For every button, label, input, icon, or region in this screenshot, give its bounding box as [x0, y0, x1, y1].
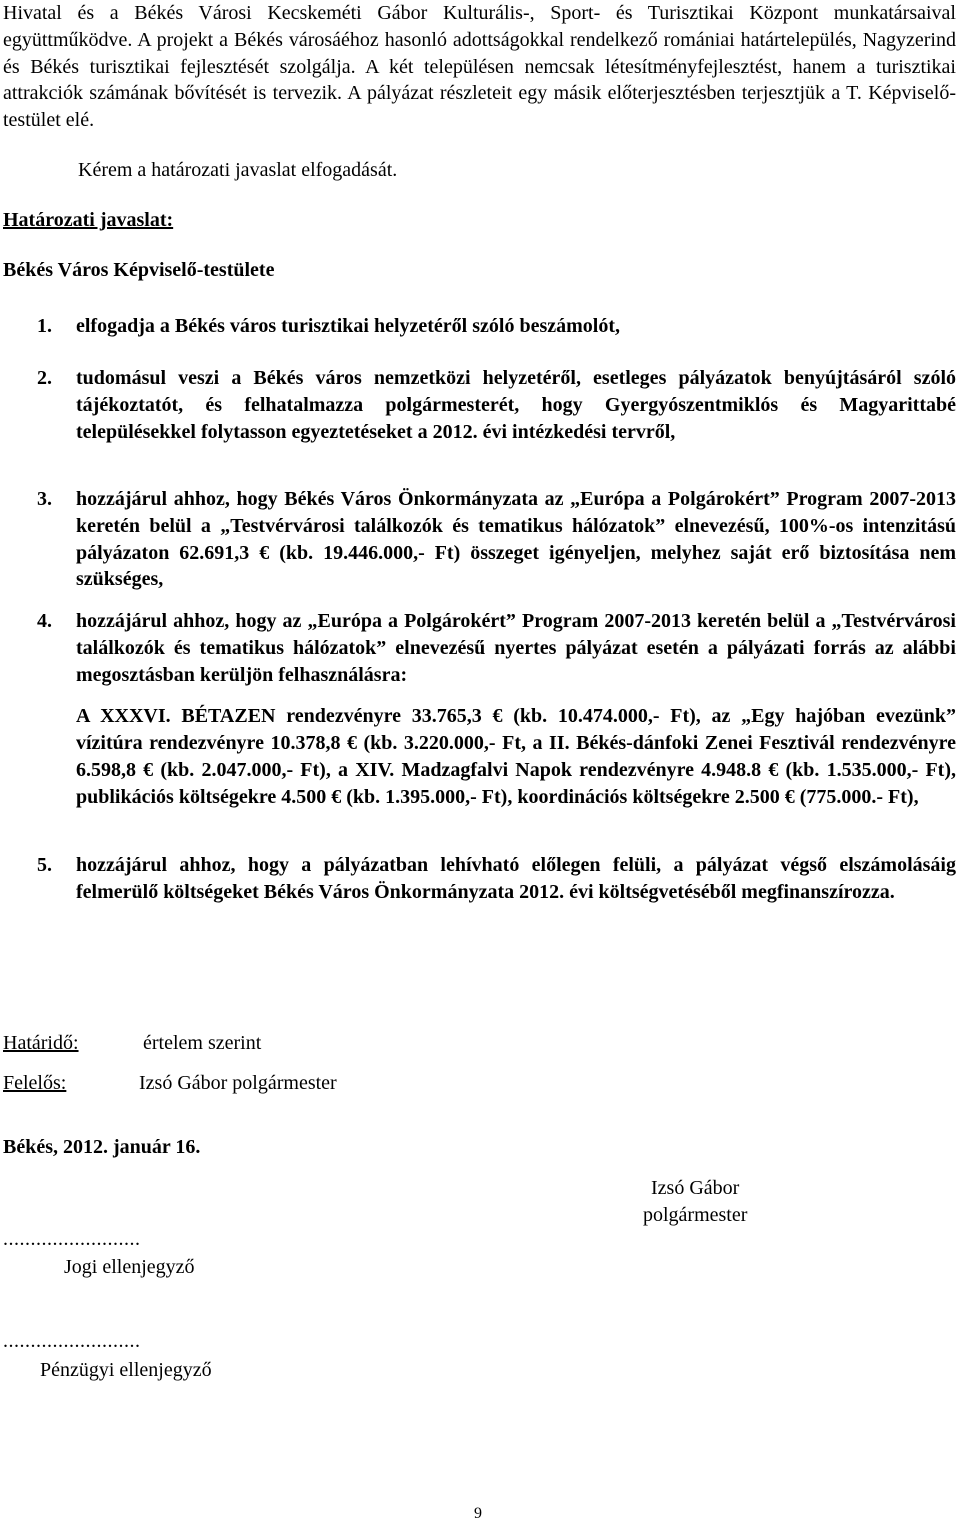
- signatory-name: Izsó Gábor: [651, 1177, 740, 1199]
- body-heading: Békés Város Képviselő-testülete: [3, 259, 275, 281]
- financial-signoff-title: Pénzügyi ellenjegyző: [40, 1359, 212, 1381]
- responsible-label: Felelős:: [3, 1072, 67, 1094]
- page-number: 9: [474, 1505, 482, 1522]
- item-text: hozzájárul ahhoz, hogy a pályázatban lehívható előlegen felüli, a pályázat végső elszámolásáig felmerülő költségeket Békés Város Önkormányzata 2012. évi költségvetéséből megfinanszírozza.: [76, 854, 956, 903]
- item-text: elfogadja a Békés város turisztikai helyzetéről szóló beszámolót,: [76, 315, 620, 337]
- signatory-title: polgármester: [643, 1204, 748, 1226]
- deadline-value: értelem szerint: [143, 1032, 262, 1054]
- intro-paragraph: Hivatal és a Békés Városi Kecskeméti Gábor Kulturális-, Sport- és Turisztikai Központ munkatársaival együttműködve. A projekt a Békés városáéhoz hasonló adottságokkal rendelkező romániai határtelepülés, Nagyzerind és Békés turisztikai fejlesztését szolgálja. A két településen nemcsak létesítményfejlesztést, hanem a turisztikai attrakciók számának bővítését is tervezik. A pályázat részleteit egy másik előterjesztésben terjesztjük a T. Képviselő-testület elé.: [3, 2, 956, 132]
- item-text: tudomásul veszi a Békés város nemzetközi helyzetéről, esetleges pályázatok benyújtásáról szóló tájékoztatót, és felhatalmazza polgármesterét, hogy Gyergyószentmiklós és Magyarittabé településekkel folytasson egyeztetéseket a 2012. évi intézkedési tervről,: [76, 367, 956, 443]
- resolution-item-3: [3, 486, 956, 593]
- request-text: Kérem a határozati javaslat elfogadását.: [78, 159, 398, 181]
- responsible-value: Izsó Gábor polgármester: [139, 1072, 337, 1094]
- item-text: hozzájárul ahhoz, hogy Békés Város Önkormányzata az „Európa a Polgárokért” Program 2007-2013 keretén belül a „Testvérvárosi találkozók és tematikus hálózatok” elnevezésű, 100%-os intenzitású pályázaton 62.691,3 € (kb. 19.446.000,- Ft) összeget igényeljen, melyhez saját erő biztosítása nem szükséges,: [76, 488, 956, 591]
- item-number: 5.: [37, 854, 52, 876]
- item-number: 2.: [37, 367, 52, 389]
- legal-signature-line: .........................: [3, 1228, 141, 1250]
- item-number: 1.: [37, 315, 52, 337]
- document-date: Békés, 2012. január 16.: [3, 1136, 201, 1158]
- fund-distribution: A XXXVI. BÉTAZEN rendezvényre 33.765,3 € (kb. 10.474.000,- Ft), az „Egy hajóban evezünk” vízitúra rendezvényre 10.378,8 € (kb. 3.220.000,- Ft, a II. Békés-dánfoki Zenei Fesztivál rendezvényre 6.598,8 € (kb. 2.047.000,- Ft), a XIV. Madzagfalvi Napok rendezvényre 4.948.8 € (kb. 1.535.000,- Ft), publikációs költségekre 4.500 € (kb. 1.395.000,- Ft), koordinációs költségekre 2.500 € (775.000.- Ft),: [76, 705, 956, 808]
- item-number: 4.: [37, 610, 52, 632]
- resolution-item-5: [3, 852, 956, 906]
- resolution-item-2: [3, 365, 956, 445]
- proposal-heading: Határozati javaslat:: [3, 209, 174, 231]
- deadline-label: Határidő:: [3, 1032, 79, 1054]
- legal-signoff-title: Jogi ellenjegyző: [64, 1256, 195, 1278]
- item-text: hozzájárul ahhoz, hogy az „Európa a Polgárokért” Program 2007-2013 keretén belül a „Testvérvárosi találkozók és tematikus hálózatok” elnevezésű nyertes pályázat esetén a pályázati forrás az alábbi megosztásban kerüljön felhasználásra:: [76, 610, 956, 686]
- resolution-item-1: [3, 313, 956, 340]
- financial-signature-line: .........................: [3, 1330, 141, 1352]
- resolution-item-4: [3, 608, 956, 688]
- item-number: 3.: [37, 488, 52, 510]
